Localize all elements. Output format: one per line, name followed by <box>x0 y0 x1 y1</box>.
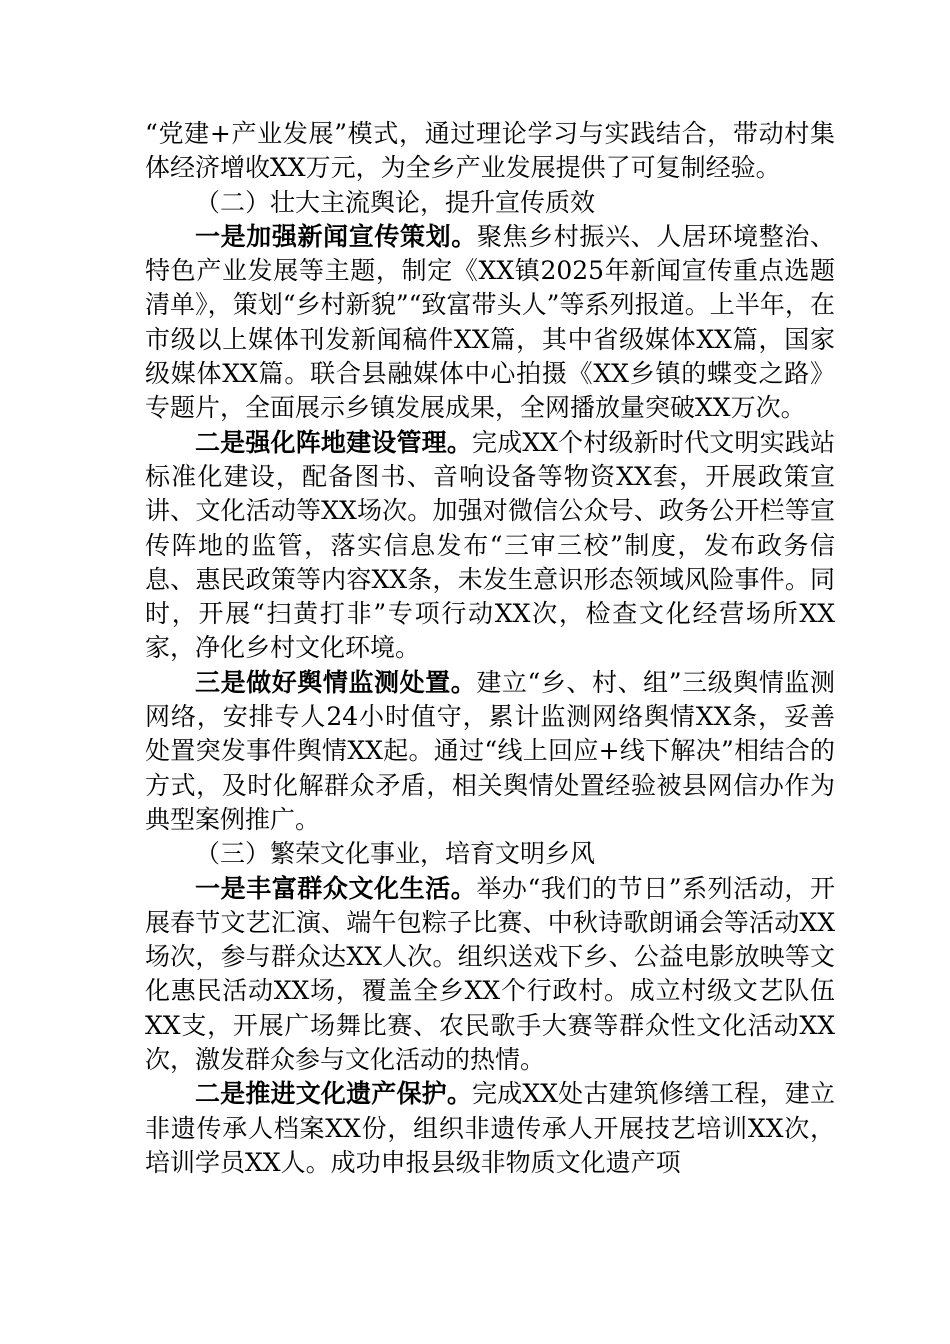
paragraph-text: 举办“我们的节日”系列活动，开展春节文艺汇演、端午包粽子比赛、中秋诗歌朗诵会等活动XX场次，参与群众达XX人次。组织送戏下乡、公益电影放映等文化惠民活动XX场，覆盖全乡XX个行政村。成立村级文艺队伍XX支，开展广场舞比赛、农民歌手大赛等群众性文化活动XX次，激发群众参与文化活动的热情。 <box>145 873 835 1075</box>
paragraph-lead: 一是加强新闻宣传策划。 <box>195 221 477 251</box>
paragraph-lead: 三是做好舆情监测处置。 <box>195 667 477 697</box>
paragraph-lead: 二是推进文化遗产保护。 <box>195 1079 473 1109</box>
paragraph-text: 完成XX个村级新时代文明实践站标准化建设，配备图书、音响设备等物资XX套，开展政策宣讲、文化活动等XX场次。加强对微信公众号、政务公开栏等宣传阵地的监管，落实信息发布“三审三校”制度，发布政务信息、惠民政策等内容XX条，未发生意识形态领域风险事件。同时，开展“扫黄打非”专项行动XX次，检查文化经营场所XX家，净化乡村文化环境。 <box>145 427 835 663</box>
section-heading: （二）壮大主流舆论，提升宣传质效 <box>195 187 596 217</box>
paragraph-lead: 一是丰富群众文化生活。 <box>195 873 477 903</box>
paragraph-text: 完成XX处古建筑修缮工程，建立非遗传承人档案XX份，组织非遗传承人开展技艺培训XX次，培训学员XX人。成功申报县级非物质文化遗产项 <box>145 1079 835 1177</box>
paragraph <box>145 426 835 666</box>
paragraph-lead: 二是强化阵地建设管理。 <box>195 427 473 457</box>
section-heading: （三）繁荣文化事业，培育文明乡风 <box>195 839 596 869</box>
paragraph-text: 聚焦乡村振兴、人居环境整治、特色产业发展等主题，制定《XX镇2025年新闻宣传重点选题清单》，策划“乡村新貌”“致富带头人”等系列报道。上半年，在市级以上媒体刊发新闻稿件XX篇，其中省级媒体XX篇，国家级媒体XX篇。联合县融媒体中心拍摄《XX乡镇的蝶变之路》专题片，全面展示乡镇发展成果，全网播放量突破XX万次。 <box>145 221 835 423</box>
paragraph-text: “党建+产业发展”模式，通过理论学习与实践结合，带动村集体经济增收XX万元，为全乡产业发展提供了可复制经验。 <box>145 119 835 183</box>
paragraph <box>145 1077 835 1180</box>
paragraph <box>145 872 835 1078</box>
paragraph-text: 建立“乡、村、组”三级舆情监测网络，安排专人24小时值守，累计监测网络舆情XX条，妥善处置突发事件舆情XX起。通过“线上回应+线下解决”相结合的方式，及时化解群众矛盾，相关舆情处置经验被县网信办作为典型案例推广。 <box>145 667 835 834</box>
paragraph-continuation <box>145 117 835 186</box>
paragraph <box>145 220 835 426</box>
document-body <box>145 117 835 1180</box>
paragraph <box>145 666 835 837</box>
